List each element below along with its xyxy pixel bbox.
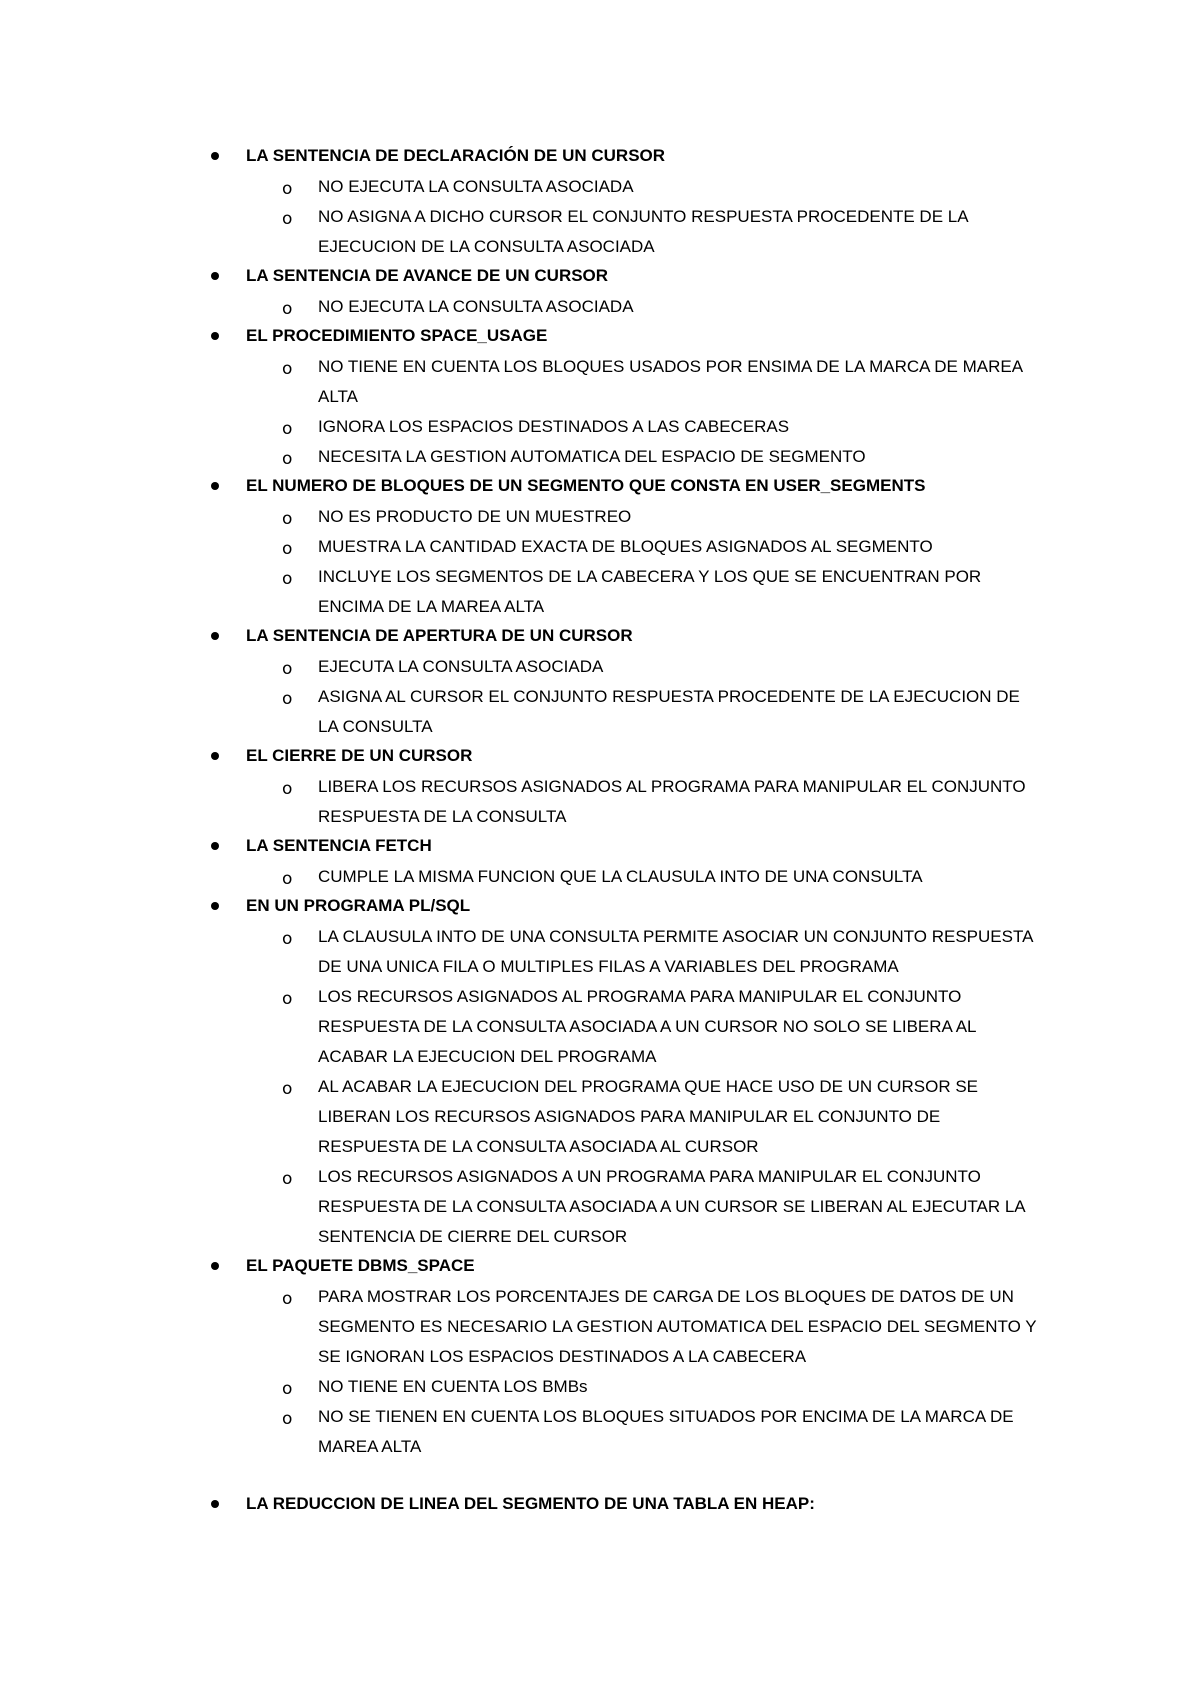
bullet-item [0,1252,1200,1282]
sub-bullet-marker: o [282,659,293,679]
sub-item-text: IGNORA LOS ESPACIOS DESTINADOS A LAS CABECERAS [318,417,790,436]
sub-bullet-marker: o [282,989,293,1009]
sub-list-item [0,1402,1200,1462]
sub-item-text: EJECUTA LA CONSULTA ASOCIADA [318,657,604,676]
sub-item-text: NO SE TIENEN EN CUENTA LOS BLOQUES SITUADOS POR ENCIMA DE LA MARCA DE MAREA ALTA [318,1407,1014,1456]
bullet-dot-icon [211,632,219,640]
sub-bullet-marker: o [282,419,293,439]
bullet-item [0,472,1200,502]
sub-bullet-marker: o [282,689,293,709]
list-section [0,322,1200,472]
sub-bullet-marker: o [282,299,293,319]
sub-bullet-marker: o [282,539,293,559]
bullet-heading: EL PROCEDIMIENTO SPACE_USAGE [246,326,548,345]
sub-list-item [0,772,1200,832]
list-section [0,832,1200,892]
sub-list-item [0,862,1200,892]
list-section [0,892,1200,1252]
bullet-heading: EL PAQUETE DBMS_SPACE [246,1256,475,1275]
sub-item-text: LOS RECURSOS ASIGNADOS AL PROGRAMA PARA MANIPULAR EL CONJUNTO RESPUESTA DE LA CONSULTA ASOCIADA A UN CURSOR NO SOLO SE LIBERA AL ACABAR LA EJECUCION DEL PROGRAMA [318,987,976,1066]
bullet-heading: EN UN PROGRAMA PL/SQL [246,896,471,915]
sub-list-item [0,292,1200,322]
sub-bullet-marker: o [282,1379,293,1399]
bullet-heading: EL NUMERO DE BLOQUES DE UN SEGMENTO QUE CONSTA EN USER_SEGMENTS [246,476,926,495]
bullet-item [0,742,1200,772]
sub-list-item [0,982,1200,1072]
sub-list-item [0,562,1200,622]
sub-bullet-marker: o [282,359,293,379]
bullet-heading: LA SENTENCIA DE APERTURA DE UN CURSOR [246,626,633,645]
bullet-dot-icon [211,842,219,850]
sub-item-text: INCLUYE LOS SEGMENTOS DE LA CABECERA Y LOS QUE SE ENCUENTRAN POR ENCIMA DE LA MAREA ALTA [318,567,982,616]
bullet-dot-icon [211,1262,219,1270]
bullet-heading: LA REDUCCION DE LINEA DEL SEGMENTO DE UNA TABLA EN HEAP: [246,1494,815,1513]
sub-list-item [0,1282,1200,1372]
bullet-dot-icon [211,482,219,490]
sub-item-text: ASIGNA AL CURSOR EL CONJUNTO RESPUESTA PROCEDENTE DE LA EJECUCION DE LA CONSULTA [318,687,1020,736]
sub-list-item [0,652,1200,682]
bullet-dot-icon [211,902,219,910]
sub-list-item [0,202,1200,262]
sub-list-item [0,532,1200,562]
sub-list-item [0,172,1200,202]
bullet-dot-icon [211,1500,219,1508]
sub-list-item [0,1162,1200,1252]
sub-bullet-marker: o [282,779,293,799]
bullet-item [0,832,1200,862]
list-section [0,1490,1200,1520]
list-section [0,262,1200,322]
bullet-dot-icon [211,752,219,760]
list-section [0,622,1200,742]
sub-list-item [0,1372,1200,1402]
sub-bullet-marker: o [282,449,293,469]
bullet-item [0,142,1200,172]
sub-list-item [0,412,1200,442]
sub-bullet-marker: o [282,569,293,589]
sub-bullet-marker: o [282,1169,293,1189]
sub-list-item [0,922,1200,982]
sub-item-text: MUESTRA LA CANTIDAD EXACTA DE BLOQUES ASIGNADOS AL SEGMENTO [318,537,933,556]
bullet-item [0,622,1200,652]
sub-list-item [0,442,1200,472]
bullet-heading: EL CIERRE DE UN CURSOR [246,746,473,765]
sub-bullet-marker: o [282,1289,293,1309]
sub-item-text: PARA MOSTRAR LOS PORCENTAJES DE CARGA DE LOS BLOQUES DE DATOS DE UN SEGMENTO ES NECESARIO LA GESTION AUTOMATICA DEL ESPACIO DEL SEGMENTO Y SE IGNORAN LOS ESPACIOS DESTINADOS A LA CABECERA [318,1287,1037,1366]
sub-item-text: NECESITA LA GESTION AUTOMATICA DEL ESPACIO DE SEGMENTO [318,447,866,466]
sub-item-text: NO ES PRODUCTO DE UN MUESTREO [318,507,632,526]
bullet-dot-icon [211,152,219,160]
sub-item-text: LOS RECURSOS ASIGNADOS A UN PROGRAMA PARA MANIPULAR EL CONJUNTO RESPUESTA DE LA CONSULTA ASOCIADA A UN CURSOR SE LIBERAN AL EJECUTAR LA SENTENCIA DE CIERRE DEL CURSOR [318,1167,1025,1246]
bullet-heading: LA SENTENCIA DE DECLARACIÓN DE UN CURSOR [246,146,666,165]
bullet-dot-icon [211,272,219,280]
section-spacer [0,1462,1200,1490]
sub-item-text: AL ACABAR LA EJECUCION DEL PROGRAMA QUE HACE USO DE UN CURSOR SE LIBERAN LOS RECURSOS ASIGNADOS PARA MANIPULAR EL CONJUNTO DE RESPUESTA DE LA CONSULTA ASOCIADA AL CURSOR [318,1077,979,1156]
bullet-heading: LA SENTENCIA DE AVANCE DE UN CURSOR [246,266,609,285]
sub-list-item [0,1072,1200,1162]
list-section [0,742,1200,832]
sub-item-text: NO ASIGNA A DICHO CURSOR EL CONJUNTO RESPUESTA PROCEDENTE DE LA EJECUCION DE LA CONSULTA ASOCIADA [318,207,968,256]
sub-bullet-marker: o [282,929,293,949]
bullet-item [0,1490,1200,1520]
sub-item-text: CUMPLE LA MISMA FUNCION QUE LA CLAUSULA INTO DE UNA CONSULTA [318,867,923,886]
bullet-item [0,892,1200,922]
sub-item-text: NO EJECUTA LA CONSULTA ASOCIADA [318,297,634,316]
sub-bullet-marker: o [282,509,293,529]
bullet-item [0,262,1200,292]
sub-item-text: NO TIENE EN CUENTA LOS BLOQUES USADOS POR ENSIMA DE LA MARCA DE MAREA ALTA [318,357,1023,406]
sub-list-item [0,682,1200,742]
bullet-dot-icon [211,332,219,340]
sub-bullet-marker: o [282,1409,293,1429]
sub-bullet-marker: o [282,1079,293,1099]
document-body [0,142,1200,1520]
sub-bullet-marker: o [282,209,293,229]
bullet-heading: LA SENTENCIA FETCH [246,836,432,855]
sub-item-text: LA CLAUSULA INTO DE UNA CONSULTA PERMITE ASOCIAR UN CONJUNTO RESPUESTA DE UNA UNICA FILA O MULTIPLES FILAS A VARIABLES DEL PROGRAMA [318,927,1033,976]
sub-item-text: LIBERA LOS RECURSOS ASIGNADOS AL PROGRAMA PARA MANIPULAR EL CONJUNTO RESPUESTA DE LA CONSULTA [318,777,1026,826]
sub-list-item [0,352,1200,412]
list-section [0,142,1200,262]
sub-bullet-marker: o [282,869,293,889]
list-section [0,1252,1200,1462]
sub-list-item [0,502,1200,532]
sub-bullet-marker: o [282,179,293,199]
sub-item-text: NO EJECUTA LA CONSULTA ASOCIADA [318,177,634,196]
list-section [0,472,1200,622]
sub-item-text: NO TIENE EN CUENTA LOS BMBs [318,1377,588,1396]
bullet-item [0,322,1200,352]
